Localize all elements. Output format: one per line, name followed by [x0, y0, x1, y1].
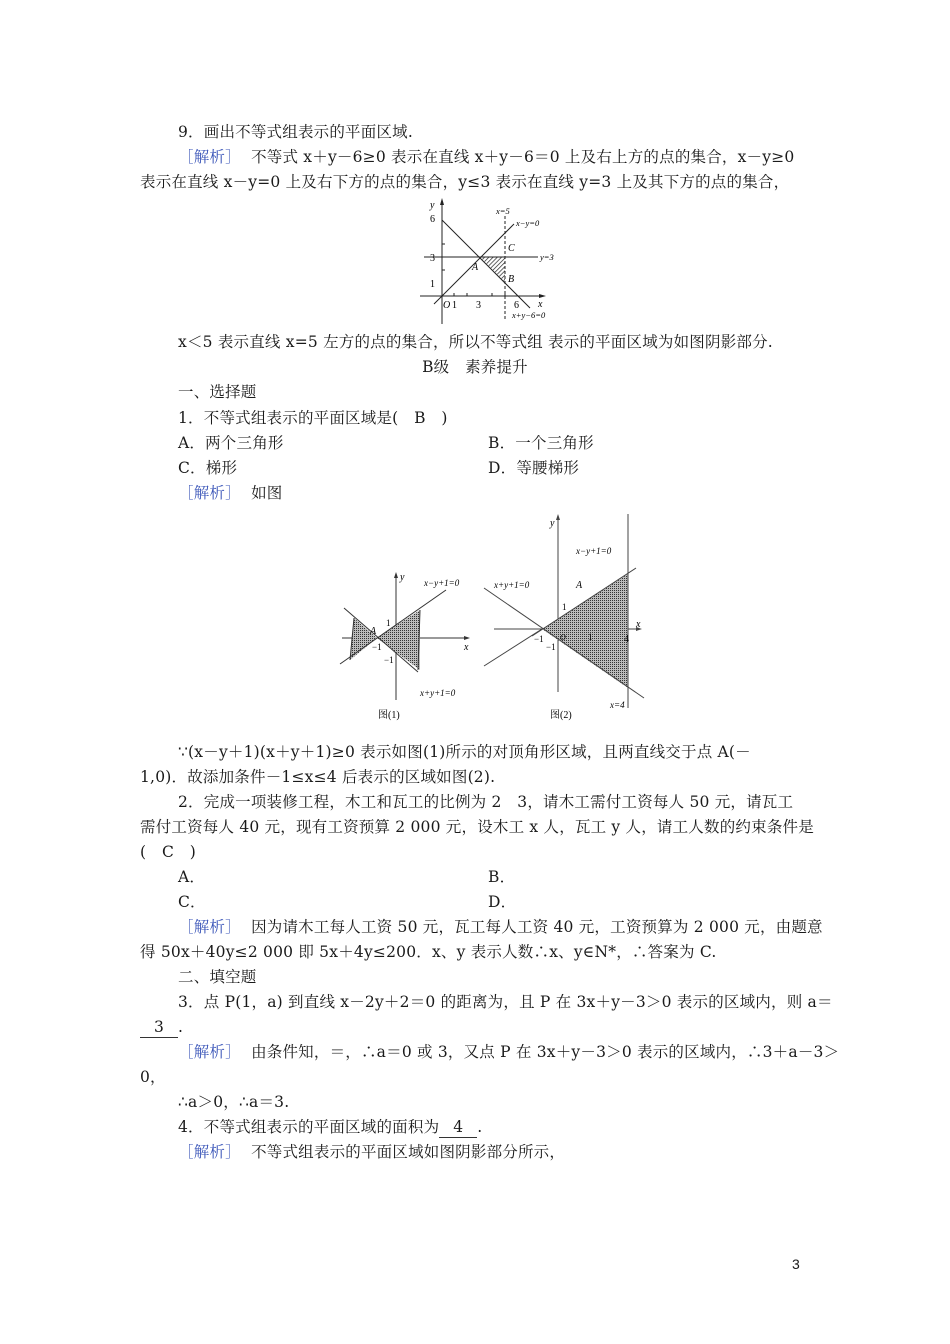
q4-analysis — [178, 1142, 565, 1162]
svg-text:x+y−6=0: x+y−6=0 — [512, 310, 546, 320]
q1-analysis-text: 如图 — [251, 484, 283, 502]
analysis-label: ［解析］ — [178, 1143, 241, 1161]
svg-text:−1: −1 — [546, 642, 556, 652]
svg-text:x−y+1=0: x−y+1=0 — [576, 546, 612, 556]
svg-text:6: 6 — [514, 300, 519, 311]
fig2-caption: 图(2) — [550, 710, 572, 721]
q2-option-a: A． — [178, 868, 206, 886]
svg-text:x: x — [636, 619, 641, 630]
q1-analysis — [178, 483, 282, 503]
q2-line1: 2．完成一项装修工程，木工和瓦工的比例为 2 3，请木工需付工资每人 50 元，请瓦工 — [178, 793, 794, 811]
q1-option-c: C．梯形 — [178, 459, 238, 477]
q1-option-b: B．一个三角形 — [488, 434, 594, 452]
page-number: 3 — [792, 1256, 800, 1272]
svg-text:O: O — [560, 633, 566, 642]
q2-option-d: D． — [488, 893, 517, 911]
svg-text:1: 1 — [562, 602, 567, 612]
svg-text:x−y=0: x−y=0 — [516, 218, 540, 228]
q1-figure-2 — [480, 512, 648, 724]
q9-figure — [418, 196, 576, 324]
analysis-label: ［解析］ — [178, 918, 241, 936]
svg-text:x=4: x=4 — [610, 700, 625, 710]
q3-answer-blank: 3 — [140, 1017, 178, 1038]
svg-text:O: O — [443, 300, 451, 311]
q1-option-a: A．两个三角形 — [178, 434, 284, 452]
svg-text:x: x — [464, 642, 469, 653]
svg-text:A: A — [576, 580, 583, 591]
q3-explanation-3: ∴a＞0，∴a＝3. — [178, 1093, 290, 1111]
q3-answer-suffix: . — [178, 1018, 184, 1036]
svg-text:1: 1 — [386, 618, 391, 628]
svg-text:6: 6 — [430, 214, 435, 225]
q9-text-1: 不等式 x＋y－6≥0 表示在直线 x＋y－6＝0 上及右上方的点的集合，x－y≥0 — [251, 148, 795, 166]
svg-text:−1: −1 — [534, 634, 544, 644]
q1-explanation-1: ∵(x－y＋1)(x＋y＋1)≥0 表示如图(1)所示的对顶角形区域，且两直线交于点 A(－ — [178, 743, 751, 761]
q9-analysis-line1 — [178, 147, 794, 167]
svg-text:1: 1 — [588, 632, 593, 642]
q1-option-d: D．等腰梯形 — [488, 459, 580, 477]
svg-text:x+y+1=0: x+y+1=0 — [420, 688, 456, 698]
svg-text:x=5: x=5 — [496, 206, 510, 216]
q2-option-c: C． — [178, 893, 206, 911]
svg-text:x+y+1=0: x+y+1=0 — [494, 580, 530, 590]
q4-answer-blank: 4 — [439, 1117, 477, 1138]
q4-explanation-1: 不等式组表示的平面区域如图阴影部分所示， — [251, 1143, 566, 1161]
svg-text:x−y+1=0: x−y+1=0 — [424, 578, 460, 588]
q1-explanation-2: 1,0)．故添加条件－1≤x≤4 后表示的区域如图(2). — [140, 768, 496, 786]
svg-text:y=3: y=3 — [540, 252, 554, 262]
q4-line1 — [178, 1117, 482, 1138]
q2-line2: 需付工资每人 40 元，现有工资预算 2 000 元，设木工 x 人，瓦工 y 人，请工人数的约束条件是 — [140, 818, 814, 836]
q2-analysis — [178, 917, 823, 937]
section-heading-b: B级 素养提升 — [422, 358, 528, 376]
part1-heading: 一、选择题 — [178, 383, 257, 401]
q1-title: 1．不等式组表示的平面区域是( B ) — [178, 409, 448, 427]
svg-text:1: 1 — [452, 300, 457, 311]
svg-text:y: y — [430, 200, 435, 211]
q9-analysis-line2: 表示在直线 x－y=0 上及右下方的点的集合，y≤3 表示在直线 y=3 上及其下方的点的集合， — [140, 173, 790, 191]
analysis-label: ［解析］ — [178, 484, 241, 502]
svg-text:4: 4 — [624, 634, 629, 645]
svg-text:C: C — [508, 243, 515, 254]
svg-text:x: x — [538, 299, 543, 310]
q3-analysis — [178, 1042, 839, 1062]
svg-text:y: y — [400, 572, 405, 583]
analysis-label: ［解析］ — [178, 1043, 241, 1061]
q2-explanation-1: 因为请木工每人工资 50 元，瓦工每人工资 40 元，工资预算为 2 000 元，由题意 — [251, 918, 823, 936]
svg-text:3: 3 — [476, 300, 481, 311]
q3-explanation-1: 由条件知，＝，∴a＝0 或 3，又点 P 在 3x＋y－3＞0 表示的区域内，∴3＋a－3＞ — [251, 1043, 840, 1061]
q4-question-text: 4．不等式组表示的平面区域的面积为 — [178, 1118, 440, 1136]
q3-explanation-2: 0， — [140, 1068, 166, 1086]
q2-explanation-2: 得 50x＋40y≤2 000 即 5x＋4y≤200．x、y 表示人数∴x、y∈N*，∴答案为 C. — [140, 943, 717, 961]
q9-analysis-line3: x＜5 表示直线 x=5 左方的点的集合，所以不等式组 表示的平面区域为如图阴影部分. — [178, 333, 773, 351]
fig1-caption: 图(1) — [378, 710, 400, 721]
svg-text:−1: −1 — [372, 642, 382, 652]
svg-text:A: A — [370, 626, 377, 637]
svg-text:A: A — [472, 262, 479, 273]
q2-option-b: B． — [488, 868, 516, 886]
q3-answer-line — [140, 1017, 183, 1038]
part2-heading: 二、填空题 — [178, 968, 257, 986]
svg-text:1: 1 — [430, 279, 435, 290]
svg-text:−1: −1 — [384, 655, 394, 665]
analysis-label: ［解析］ — [178, 148, 241, 166]
q3-line1: 3．点 P(1，a) 到直线 x－2y＋2＝0 的距离为，且 P 在 3x＋y－3＞0 表示的区域内，则 a＝ — [178, 993, 833, 1011]
q4-answer-suffix: . — [477, 1118, 483, 1136]
svg-text:3: 3 — [430, 253, 435, 264]
svg-text:B: B — [508, 274, 515, 285]
q9-title: 9．画出不等式组表示的平面区域. — [178, 123, 413, 141]
q1-figure-1 — [332, 562, 480, 724]
svg-text:y: y — [550, 518, 555, 529]
q2-line3: ( C ) — [140, 843, 196, 861]
